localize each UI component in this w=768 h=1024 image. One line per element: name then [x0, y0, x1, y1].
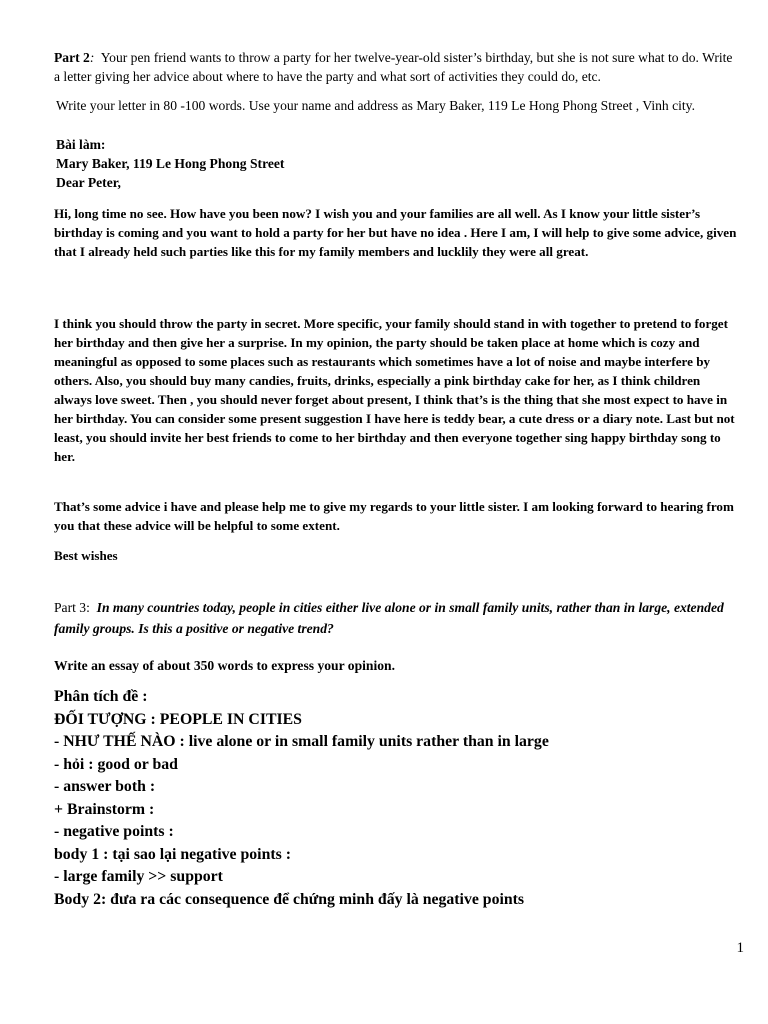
sender-address: Mary Baker, 119 Le Hong Phong Street — [56, 156, 285, 171]
part3-label: Part 3 — [54, 600, 87, 615]
essay-outline — [54, 686, 738, 911]
outline-line: Body 2: đưa ra các consequence để chứng minh đấy là negative points — [54, 890, 525, 908]
part2-label: Part 2 — [54, 50, 90, 65]
letter-paragraph: That’s some advice i have and please help me to give my regards to your little sister. I am looking forward to hearing from you that these advice will be helpful to some extent. — [54, 499, 734, 533]
letter-greeting: Dear Peter, — [56, 175, 121, 190]
outline-line: - answer both : — [54, 778, 156, 795]
outline-line: - large family >> support — [54, 868, 223, 885]
letter-header — [56, 135, 740, 192]
outline-line: - NHƯ THẾ NÀO : live alone or in small family units rather than in large — [54, 733, 549, 750]
bai-lam-heading: Bài làm: — [56, 137, 106, 152]
outline-line: + Brainstorm : — [54, 800, 155, 818]
part2-task — [54, 48, 738, 86]
page-number: 1 — [736, 940, 744, 956]
letter-instructions: Write your letter in 80 -100 words. Use your name and address as Mary Baker, 119 Le Hong Phong Street , Vinh city. — [56, 98, 695, 113]
outline-line: ĐỐI TƯỢNG : PEOPLE IN CITIES — [54, 710, 302, 728]
part3-colon: : — [86, 600, 90, 615]
essay-instruction: Write an essay of about 350 words to express your opinion. — [54, 658, 396, 673]
outline-line: - hỏi : good or bad — [54, 755, 178, 773]
part2-colon: : — [89, 50, 95, 65]
letter-paragraph: I think you should throw the party in secret. More specific, your family should stand in with together to pretend to forget her birthday and then give her a surprise. In my opinion, the party should be taken place at home which is cozy and meaningful as opposed to some places such as restaurants which sometimes have a lot of noise and maybe interfere by others. Also, you should buy many candies, fruits, drinks, especially a pink birthday cake for her, as I think children always love sweet. Then , you should never forget about present, I think that’s is the thing that she most expect to have in her birthday. You can consider some present suggestion I have here is teddy bear, a cute dress or a diary note. Last but not least, you should invite her best friends to come to her birthday and then everyone together sing happy birthday song to her. — [54, 316, 735, 464]
letter-closing: Best wishes — [54, 548, 118, 563]
outline-line: Phân tích đề : — [54, 688, 148, 705]
part3-task — [54, 597, 738, 639]
part3-question: In many countries today, people in cities either live alone or in small family units, rather than in large, extended family groups. Is this a positive or negative trend? — [54, 600, 724, 636]
outline-line: - negative points : — [54, 823, 174, 840]
letter-paragraph: Hi, long time no see. How have you been now? I wish you and your families are all well. As I know your little sister’s birthday is coming and you want to hold a party for her but have no idea . Here I am, I will help to give some advice, given that I already held such parties like this for my family members and lucklily they were all great. — [54, 206, 737, 259]
part2-prompt: Your pen friend wants to throw a party for her twelve-year-old sister’s birthday, but she is not sure what to do. Write a letter giving her advice about where to have the party and what sort of activities they could do, etc. — [54, 50, 733, 84]
outline-line: body 1 : tại sao lại negative points : — [54, 845, 291, 863]
